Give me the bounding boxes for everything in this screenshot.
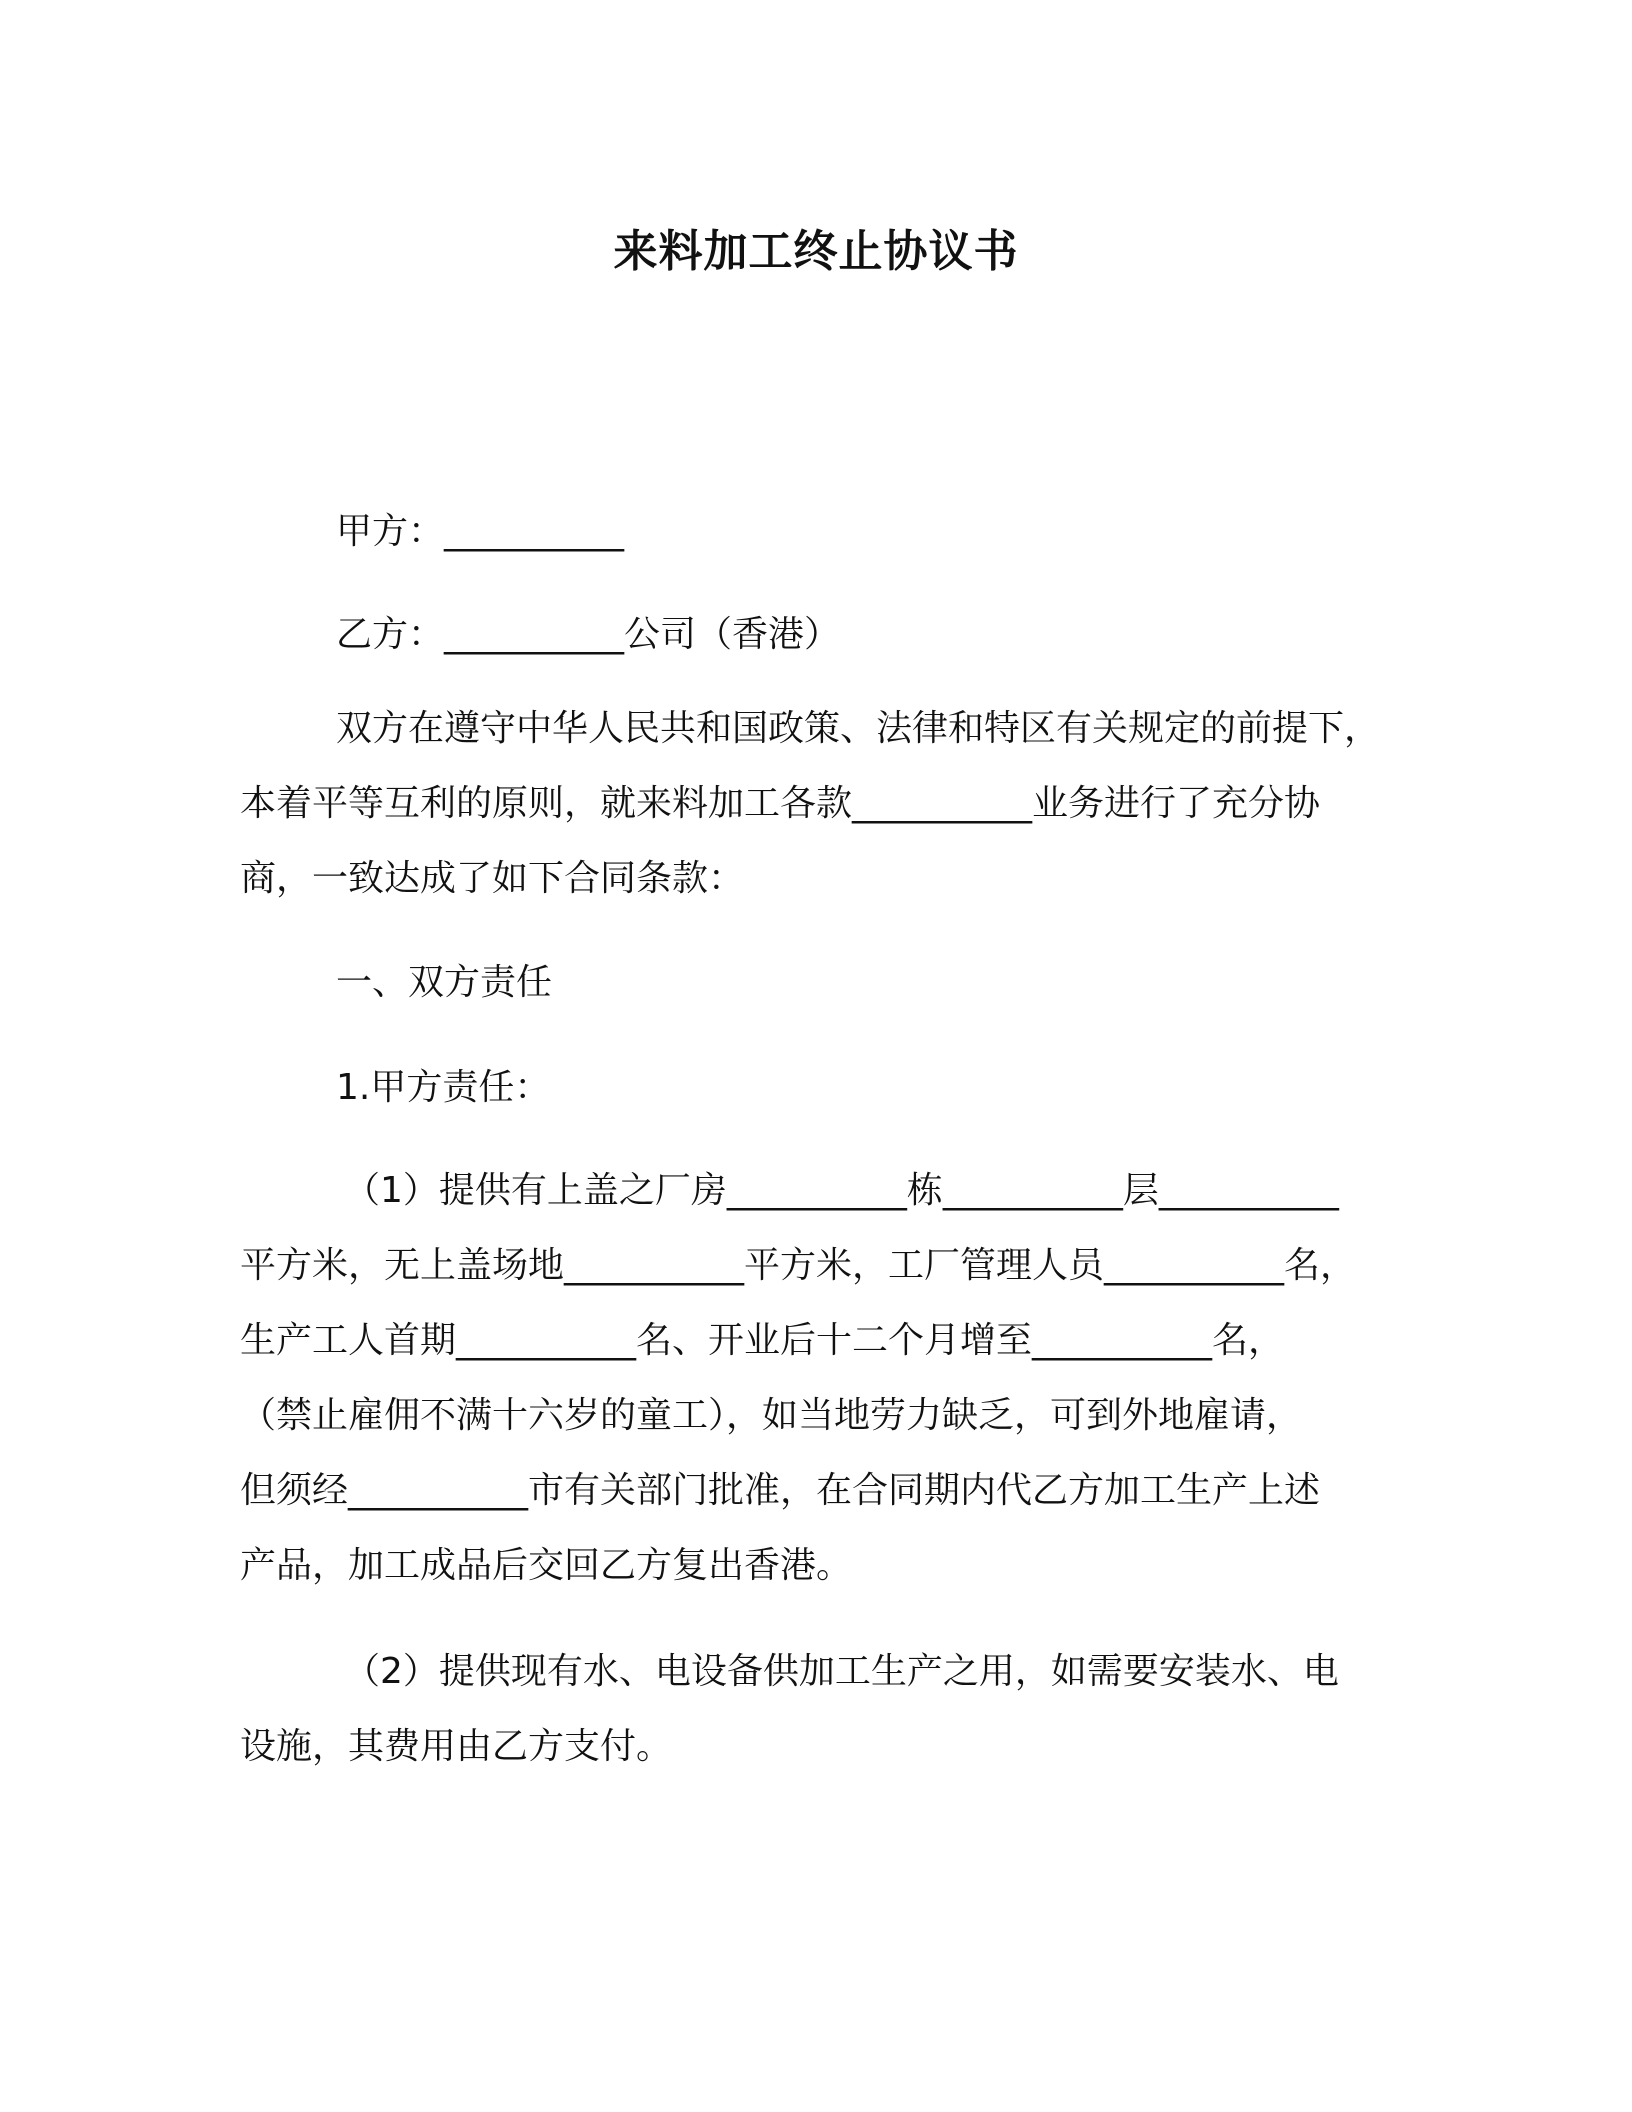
item-1-line-4: （禁止雇佣不满十六岁的童工），如当地劳力缺乏，可到外地雇请， — [240, 1395, 1303, 1436]
item-1-line-6: 产品，加工成品后交回乙方复出香港。 — [240, 1545, 853, 1586]
document-title: 来料加工终止协议书 — [613, 226, 1019, 277]
subsection-1-heading-text: 1.甲方责任： — [336, 1067, 551, 1108]
intro-paragraph — [240, 691, 1400, 916]
item-1-line-3: 生产工人首期__________名、开业后十二个月增至__________名， — [240, 1320, 1285, 1361]
party-b-text: 乙方：__________公司（香港） — [336, 614, 841, 655]
intro-line-2: 本着平等互利的原则，就来料加工各款__________业务进行了充分协 — [240, 783, 1321, 824]
item-1-line-5: 但须经__________市有关部门批准，在合同期内代乙方加工生产上述 — [240, 1470, 1321, 1511]
party-b-line — [240, 597, 1400, 672]
section-1-heading-text: 一、双方责任 — [336, 962, 553, 1003]
item-2-paragraph — [240, 1634, 1400, 1784]
item-1-line-2: 平方米，无上盖场地__________平方米，工厂管理人员__________名， — [240, 1245, 1357, 1286]
item-1-paragraph — [240, 1153, 1400, 1603]
party-a-text: 甲方：__________ — [336, 511, 625, 552]
item-2-line-2: 设施，其费用由乙方支付。 — [240, 1726, 673, 1767]
party-a-line — [240, 494, 1400, 569]
intro-line-1: 双方在遵守中华人民共和国政策、法律和特区有关规定的前提下， — [336, 708, 1381, 749]
subsection-1-heading — [240, 1050, 1400, 1125]
item-2-line-1: （2）提供现有水、电设备供加工生产之用，如需要安装水、电 — [344, 1651, 1339, 1692]
intro-line-3: 商，一致达成了如下合同条款： — [240, 858, 745, 899]
section-1-heading — [240, 945, 1400, 1020]
item-1-line-1: （1）提供有上盖之厂房__________栋__________层__________ — [344, 1170, 1339, 1211]
